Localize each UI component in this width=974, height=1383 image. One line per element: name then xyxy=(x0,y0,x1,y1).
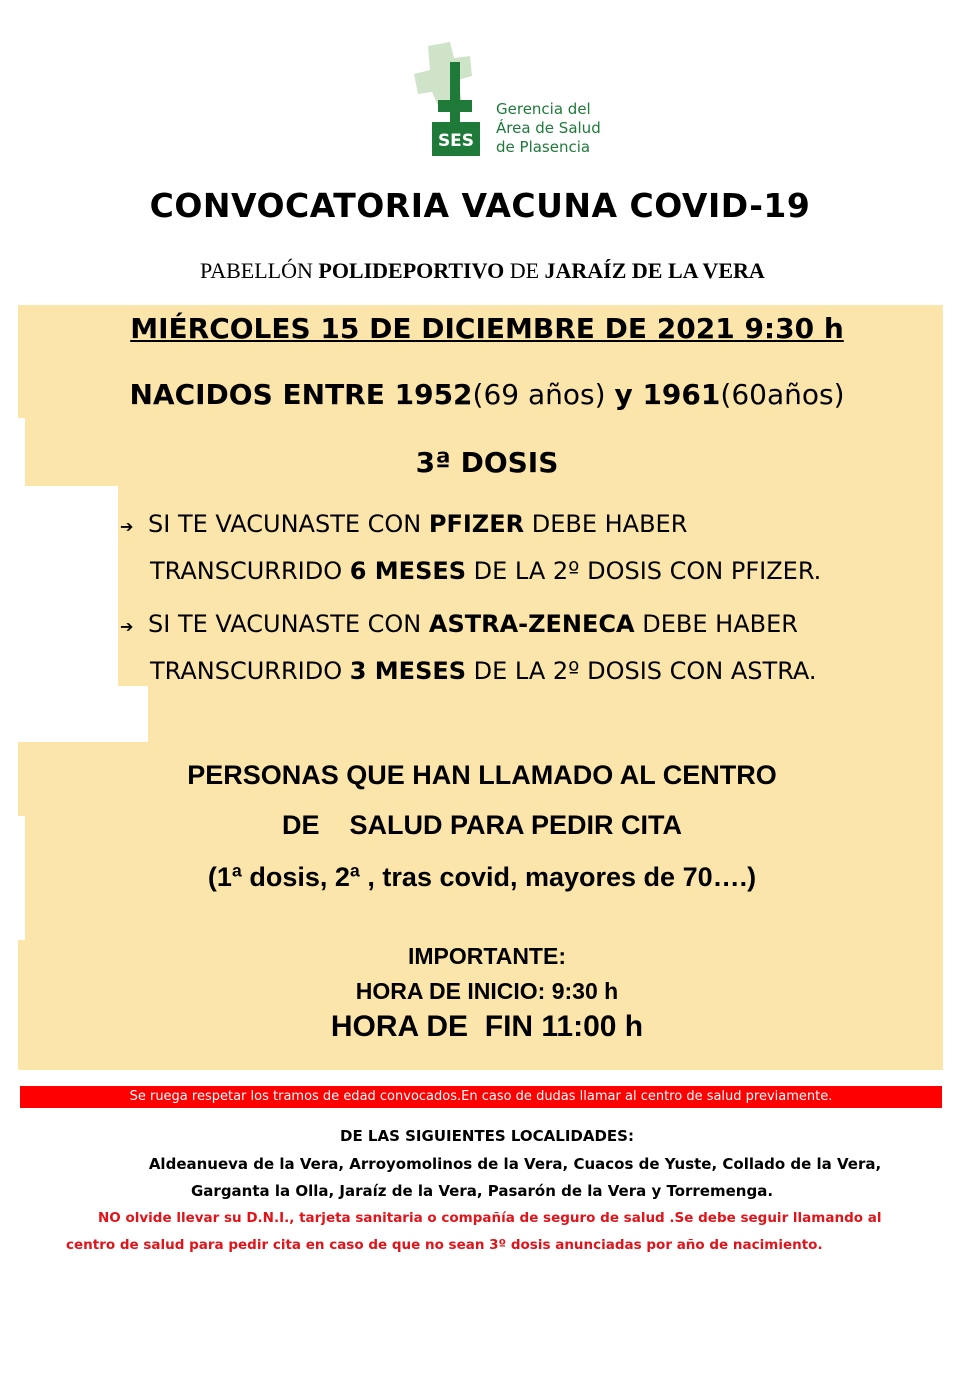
birth-range xyxy=(0,378,974,411)
ses-logo xyxy=(410,40,640,165)
venue-part-4: JARAÍZ DE LA VERA xyxy=(544,258,765,283)
end-time: HORA DE FIN 11:00 h xyxy=(330,1010,644,1043)
persons-line-1: PERSONAS QUE HAN LLAMADO AL CENTRO xyxy=(187,760,777,790)
localities-line-2: Garganta la Olla, Jaraíz de la Vera, Pasarón de la Vera y Torremenga. xyxy=(190,1182,774,1200)
req-text: DE LA 2º DOSIS CON ASTRA. xyxy=(466,657,817,685)
persons-line-3: (1ª dosis, 2ª , tras covid, mayores de 70….) xyxy=(207,862,757,892)
highlight-block-4 xyxy=(148,686,943,742)
logo-line-1: Gerencia del xyxy=(496,100,591,118)
page-title: CONVOCATORIA VACUNA COVID-19 xyxy=(149,186,811,225)
req-months: 3 MESES xyxy=(349,657,467,685)
req-brand: ASTRA-ZENECA xyxy=(428,610,635,638)
req-brand: PFIZER xyxy=(428,510,525,538)
logo-line-3: de Plasencia xyxy=(496,138,591,156)
arrow-right-icon: ➔ xyxy=(120,517,134,536)
persons-line-2: DE SALUD PARA PEDIR CITA xyxy=(281,810,683,840)
ses-cross-emblem-icon xyxy=(410,40,500,160)
start-time: HORA DE INICIO: 9:30 h xyxy=(355,978,619,1004)
venue-line xyxy=(200,258,765,284)
reminder-line-1: NO olvide llevar su D.N.I., tarjeta sanitaria o compañía de seguro de salud .Se debe seguir llamando al xyxy=(98,1210,882,1226)
birth-range-p1: NACIDOS ENTRE 1952 xyxy=(129,378,473,411)
venue-part-3: DE xyxy=(504,258,545,283)
requirement-pfizer xyxy=(120,502,821,593)
venue-part-2: POLIDEPORTIVO xyxy=(318,258,505,283)
logo-caption xyxy=(496,100,601,157)
req-text: DEBE HABER xyxy=(634,610,798,638)
localities-line-1: Aldeanueva de la Vera, Arroyomolinos de la Vera, Cuacos de Yuste, Collado de la Vera, xyxy=(148,1155,882,1173)
arrow-right-icon: ➔ xyxy=(120,617,134,636)
birth-range-p2: (69 años) xyxy=(472,378,615,411)
venue-part-1: PABELLÓN xyxy=(200,258,319,283)
req-text: SI TE VACUNASTE CON xyxy=(148,610,429,638)
notice-banner: Se ruega respetar los tramos de edad convocados.En caso de dudas llamar al centro de salud previamente. xyxy=(20,1086,942,1108)
requirement-astrazeneca xyxy=(120,602,817,693)
req-months: 6 MESES xyxy=(349,557,467,585)
reminder-line-2: centro de salud para pedir cita en caso de que no sean 3º dosis anunciadas por año de nacimiento. xyxy=(66,1237,823,1253)
birth-range-p3: y 1961 xyxy=(614,378,721,411)
req-text: DEBE HABER xyxy=(524,510,688,538)
logo-line-2: Área de Salud xyxy=(496,119,601,137)
birth-range-p4: (60años) xyxy=(720,378,845,411)
localities-heading: DE LAS SIGUIENTES LOCALIDADES: xyxy=(340,1127,634,1145)
event-date: MIÉRCOLES 15 DE DICIEMBRE DE 2021 9:30 h xyxy=(130,312,844,345)
ses-abbr: SES xyxy=(437,131,475,151)
dose-label: 3ª DOSIS xyxy=(415,446,559,479)
req-text: SI TE VACUNASTE CON xyxy=(148,510,429,538)
req-text: TRANSCURRIDO xyxy=(150,557,350,585)
req-text: TRANSCURRIDO xyxy=(150,657,350,685)
req-text: DE LA 2º DOSIS CON PFIZER. xyxy=(466,557,822,585)
important-label: IMPORTANTE: xyxy=(407,943,566,969)
